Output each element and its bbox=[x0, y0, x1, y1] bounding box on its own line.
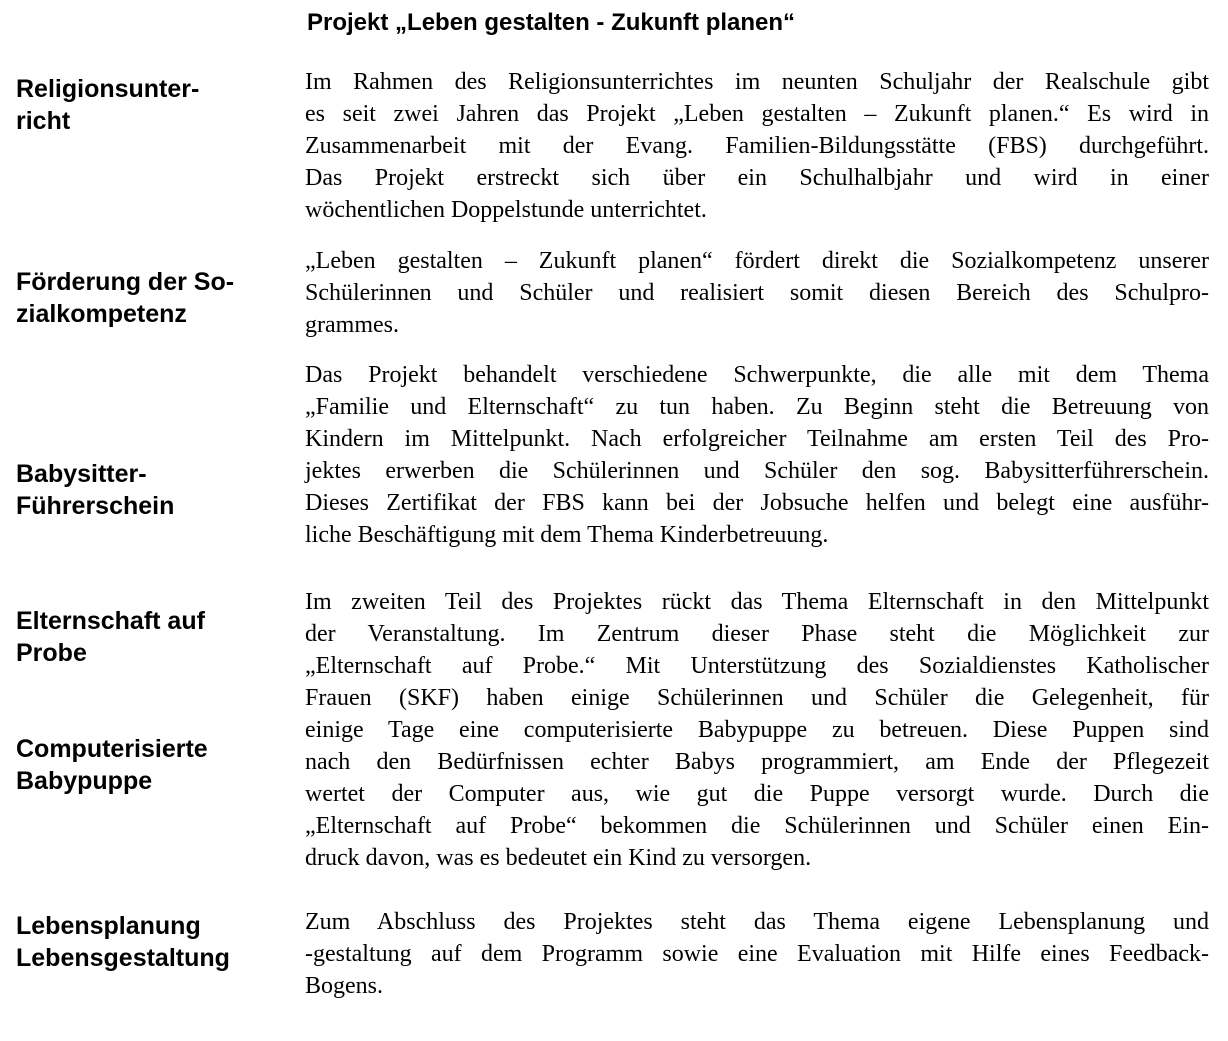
sidebar-heading-parenthood-trial bbox=[16, 605, 278, 669]
sidebar-heading-social-competence bbox=[16, 266, 278, 330]
heading-line: Probe bbox=[16, 639, 87, 667]
text-line: „Leben gestalten – Zukunft planen“ fördert direkt die Sozialkompetenz unserer bbox=[305, 248, 1209, 274]
sidebar-heading-baby-doll bbox=[16, 733, 278, 797]
text-line: einige Tage eine computerisierte Babypuppe zu betreuen. Diese Puppen sind bbox=[305, 717, 1209, 743]
text-line: „Familie und Elternschaft“ zu tun haben. Zu Beginn steht die Betreuung von bbox=[305, 394, 1209, 420]
heading-line: Babysitter- bbox=[16, 460, 147, 488]
text-line: Im zweiten Teil des Projektes rückt das Thema Elternschaft in den Mittelpunkt bbox=[305, 589, 1209, 615]
text-line: „Elternschaft auf Probe“ bekommen die Schülerinnen und Schüler einen Ein- bbox=[305, 813, 1209, 839]
heading-line: Babypuppe bbox=[16, 767, 153, 795]
text-line: jektes erwerben die Schülerinnen und Schüler den sog. Babysitterführerschein. bbox=[305, 458, 1209, 484]
heading-line: Computerisierte bbox=[16, 735, 208, 763]
page-title: Projekt „Leben gestalten - Zukunft planen“ bbox=[307, 9, 796, 36]
text-line: liche Beschäftigung mit dem Thema Kinderbetreuung. bbox=[305, 522, 829, 548]
text-line: Frauen (SKF) haben einige Schülerinnen und Schüler die Gelegenheit, für bbox=[305, 685, 1209, 711]
heading-line: Religionsunter- bbox=[16, 75, 200, 103]
heading-line: richt bbox=[16, 107, 71, 135]
text-line: wertet der Computer aus, wie gut die Puppe versorgt wurde. Durch die bbox=[305, 781, 1209, 807]
text-line: wöchentlichen Doppelstunde unterrichtet. bbox=[305, 197, 707, 223]
heading-line: Lebensgestaltung bbox=[16, 944, 230, 972]
heading-line: zialkompetenz bbox=[16, 300, 187, 328]
text-line: Schülerinnen und Schüler und realisiert somit diesen Bereich des Schulpro- bbox=[305, 280, 1209, 306]
text-line: druck davon, was es bedeutet ein Kind zu versorgen. bbox=[305, 845, 812, 871]
text-line: grammes. bbox=[305, 312, 399, 338]
heading-line: Elternschaft auf bbox=[16, 607, 205, 635]
text-line: -gestaltung auf dem Programm sowie eine Evaluation mit Hilfe eines Feedback- bbox=[305, 941, 1209, 967]
paragraph-life-planning bbox=[305, 906, 1209, 1002]
heading-line: Lebensplanung bbox=[16, 912, 201, 940]
text-line: „Elternschaft auf Probe.“ Mit Unterstützung des Sozialdienstes Katholischer bbox=[305, 653, 1209, 679]
text-line: Im Rahmen des Religionsunterrichtes im neunten Schuljahr der Realschule gibt bbox=[305, 69, 1209, 95]
heading-line: Führerschein bbox=[16, 492, 175, 520]
text-line: nach den Bedürfnissen echter Babys programmiert, am Ende der Pflegezeit bbox=[305, 749, 1209, 775]
paragraph-social-competence bbox=[305, 245, 1209, 341]
text-line: Bogens. bbox=[305, 973, 383, 999]
heading-line: Förderung der So- bbox=[16, 268, 235, 296]
paragraph-parenthood bbox=[305, 586, 1209, 874]
text-line: Das Projekt behandelt verschiedene Schwerpunkte, die alle mit dem Thema bbox=[305, 362, 1209, 388]
sidebar-heading-babysitter bbox=[16, 458, 278, 522]
text-line: Zusammenarbeit mit der Evang. Familien-Bildungsstätte (FBS) durchgeführt. bbox=[305, 133, 1209, 159]
text-line: Zum Abschluss des Projektes steht das Thema eigene Lebensplanung und bbox=[305, 909, 1209, 935]
text-line: Dieses Zertifikat der FBS kann bei der Jobsuche helfen und belegt eine ausführ- bbox=[305, 490, 1209, 516]
paragraph-religion bbox=[305, 66, 1209, 226]
text-line: der Veranstaltung. Im Zentrum dieser Phase steht die Möglichkeit zur bbox=[305, 621, 1209, 647]
text-line: Kindern im Mittelpunkt. Nach erfolgreicher Teilnahme am ersten Teil des Pro- bbox=[305, 426, 1209, 452]
sidebar-heading-life-planning bbox=[16, 910, 278, 974]
paragraph-babysitter bbox=[305, 359, 1209, 551]
text-line: es seit zwei Jahren das Projekt „Leben gestalten – Zukunft planen.“ Es wird in bbox=[305, 101, 1209, 127]
text-line: Das Projekt erstreckt sich über ein Schulhalbjahr und wird in einer bbox=[305, 165, 1209, 191]
sidebar-heading-religion bbox=[16, 73, 278, 137]
